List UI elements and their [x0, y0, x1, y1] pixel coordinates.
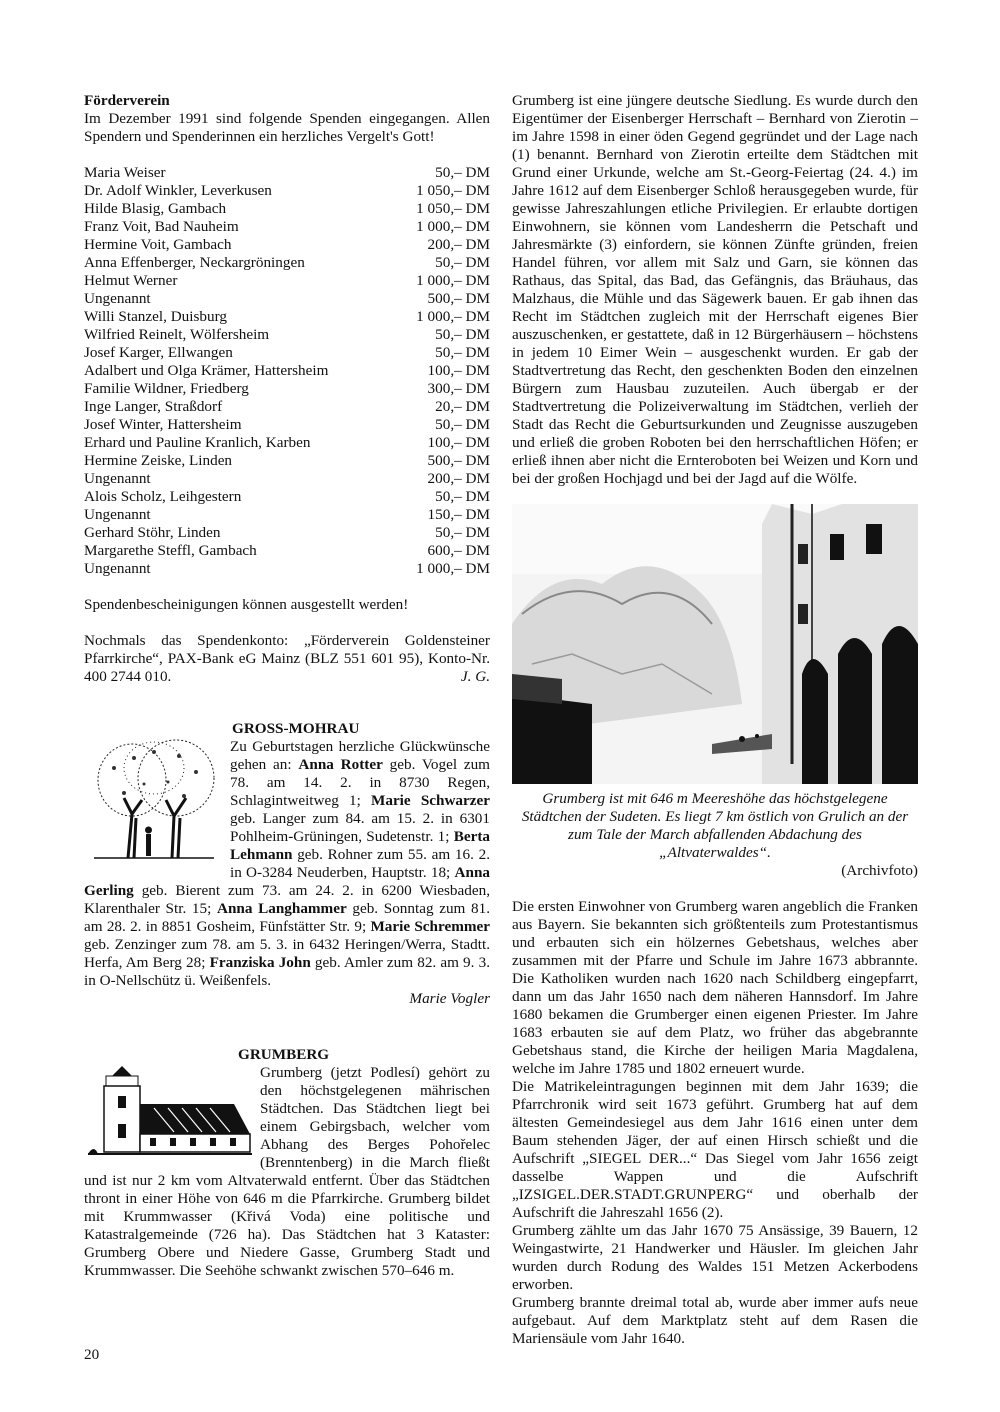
donor-name: Alois Scholz, Leihgestern — [84, 488, 242, 505]
donor-amount: 200,– DM — [427, 470, 490, 487]
donor-row — [84, 272, 490, 290]
donor-name: Helmut Werner — [84, 272, 178, 289]
donor-row — [84, 290, 490, 308]
right-paragraph-1: Grumberg ist eine jüngere deutsche Siedlung. Es wurde durch den Eigentümer der Eisenberger Herrschaft – Bernhard von Zierotin – im Jahre 1598 in einer öden Gegend gegründet und der Lage nach (1) benannt. Bernhard von Zierotin erteilte dem Städtchen mit Grund einer Urkunde, welche am St.-Georg-Feiertag (24. 4.) im Jahre 1612 auf dem Eisenberger Schloß herausgegeben wurde, für gewisse Jahreszahlungen etliche Privilegien. Er erlaubte dortigen Einwohnern, sie können vom Landesherrn die Petschaft und Jahresmärkte (3) einfordern, sie können Zünfte gründen, freien Handel führen, vor allem mit Salz und Garn, sie können das Rathaus, das Spital, das Bad, das Gefängnis, das Bräuhaus, das Malzhaus, die Mühle und das Sägewerk bauen. Er gab ihnen das Recht im Städtchen zugleich mit der Herrschaft eigenes Bier auszuschenken, er gestattete, daß in 12 Bürgerhäusern – höchstens in jedem 10 Eimer Wein – ausgeschenkt wurden. Er gab der Stadtvertretung das Recht, den geschenkten Boden den einzelnen Bürgern zum Hausbau zuzuteilen. Auch übergab er der Stadtvertretung die Polizeiverwaltung im Städtchen, verlieh der Stadt das Recht die Geburtsurkunden und Zeugnisse auszugeben und erließ die groben Roboten bei den herrschaftlichen Höfen; er erließ ihnen aber nicht die Ernteroboten bei Weizen und Korn und bei der großen Hochjagd und bei der Jagd auf die Wölfe. — [512, 92, 918, 487]
donor-row — [84, 218, 490, 236]
donor-row — [84, 524, 490, 542]
donor-row — [84, 434, 490, 452]
right-paragraph-4: Grumberg zählte um das Jahr 1670 75 Ansässige, 39 Bauern, 12 Weingastwirte, 21 Handwerker und Häusler. Im gleichen Jahr wurden durch Rodung des Waldes 151 Metzen Ackerbodens erworben. — [512, 1222, 918, 1293]
photo-caption: Grumberg ist mit 646 m Meereshöhe das höchstgelegene Städtchen der Sudeten. Es liegt 7 km östlich von Grulich an der zum Tale der March abfallenden Abdachung des „Altvaterwaldes“. — [521, 790, 909, 861]
street-photo — [512, 504, 918, 784]
donor-name: Adalbert und Olga Krämer, Hattersheim — [84, 362, 329, 379]
donor-amount: 300,– DM — [427, 380, 490, 397]
foerderverein-section — [84, 92, 490, 686]
donor-name: Anna Effenberger, Neckargröningen — [84, 254, 305, 271]
birthday-details: geb. Amler zum 82. am 9. 3. in O-Nellschütz ü. Weißenfels. — [84, 954, 490, 989]
donor-name: Hilde Blasig, Gambach — [84, 200, 227, 217]
donor-amount: 1 000,– DM — [416, 308, 490, 325]
donor-row — [84, 308, 490, 326]
birthday-name: Anna Gerling — [84, 864, 490, 899]
donor-name: Inge Langer, Straßdorf — [84, 398, 223, 415]
donor-name: Familie Wildner, Friedberg — [84, 380, 249, 397]
donor-name: Josef Winter, Hattersheim — [84, 416, 242, 433]
donor-amount: 50,– DM — [435, 164, 490, 181]
grumberg-text: Grumberg (jetzt Podlesí) gehört zu den höchstgelegenen mährischen Städtchen. Das Städtchen liegt bei einem Gebirgsbach, welcher vom Abhang des Berges Pohořelec (Brenntenberg) in die March fließt und ist nur 2 km vom Altvaterwald entfernt. Über das Städtchen thront in einer Höhe von 646 m die Pfarrkirche. Grumberg bildet mit Krummwasser (Křivá Voda) eine politische und Katastralgemeinde (726 ha). Das Städtchen hat 3 Kataster: Grumberg Obere und Niedere Gasse, Grumberg Stadt und Krummwasser. Die Seehöhe schwankt zwischen 570–646 m. — [84, 1064, 490, 1279]
right-column — [512, 92, 918, 1348]
donor-row — [84, 416, 490, 434]
donor-row — [84, 182, 490, 200]
left-column — [84, 92, 490, 1280]
donor-name: Dr. Adolf Winkler, Leverkusen — [84, 182, 272, 199]
birthday-name: Anna Rotter — [298, 756, 383, 773]
donor-amount: 50,– DM — [435, 416, 490, 433]
gross-mohrau-signature: Marie Vogler — [409, 990, 490, 1007]
street-photo-image — [512, 504, 918, 784]
donor-row — [84, 254, 490, 272]
tree-icon — [84, 738, 224, 860]
signature: J. G. — [460, 668, 490, 685]
donor-amount: 1 000,– DM — [416, 218, 490, 235]
donor-row — [84, 398, 490, 416]
foerderverein-intro: Im Dezember 1991 sind folgende Spenden eingegangen. Allen Spendern und Spenderinnen ein herzliches Vergelt's Gott! — [84, 110, 490, 145]
birthday-name: Anna Langhammer — [216, 900, 347, 917]
donor-amount: 1 050,– DM — [416, 200, 490, 217]
account-note: Nochmals das Spendenkonto: „Förderverein Goldensteiner Pfarrkirche“, PAX-Bank eG Mainz (BLZ 551 601 95), Konto-Nr. 400 2744 010. J. G. — [84, 632, 490, 685]
donor-row — [84, 344, 490, 362]
donor-amount: 50,– DM — [435, 254, 490, 271]
church-illustration — [84, 1064, 254, 1165]
donor-row — [84, 488, 490, 506]
birthday-name: Marie Schwarzer — [371, 792, 490, 809]
donor-amount: 100,– DM — [427, 434, 490, 451]
donor-name: Franz Voit, Bad Nauheim — [84, 218, 239, 235]
donor-row — [84, 200, 490, 218]
birthday-details: geb. Zenzinger zum 78. am 5. 3. in 6432 Heringen/Werra, Stadtt. Herfa, Am Berg 28; — [84, 936, 490, 971]
donor-name: Ungenannt — [84, 470, 151, 487]
donor-name: Josef Karger, Ellwangen — [84, 344, 233, 361]
donor-amount: 50,– DM — [435, 326, 490, 343]
donor-amount: 500,– DM — [427, 452, 490, 469]
donor-amount: 20,– DM — [435, 398, 490, 415]
birthday-details: geb. Rohner zum 55. am 16. 2. in O-3284 Neuderben, Hauptstr. 18; — [230, 846, 490, 881]
donor-row — [84, 164, 490, 182]
donor-name: Wilfried Reinelt, Wölfersheim — [84, 326, 270, 343]
gross-mohrau-section — [84, 720, 490, 1008]
donor-name: Erhard und Pauline Kranlich, Karben — [84, 434, 311, 451]
donor-amount: 50,– DM — [435, 344, 490, 361]
donor-name: Margarethe Steffl, Gambach — [84, 542, 257, 559]
donor-amount: 600,– DM — [427, 542, 490, 559]
donor-amount: 1 000,– DM — [416, 560, 490, 577]
birthday-details: geb. Vogel zum 78. am 14. 2. in 8730 Regen, Schlagintweitweg 1; — [230, 756, 490, 809]
donor-row — [84, 326, 490, 344]
donor-row — [84, 470, 490, 488]
donor-amount: 500,– DM — [427, 290, 490, 307]
donor-row — [84, 380, 490, 398]
donor-amount: 1 000,– DM — [416, 272, 490, 289]
donor-amount: 1 050,– DM — [416, 182, 490, 199]
donor-amount: 200,– DM — [427, 236, 490, 253]
gross-mohrau-heading: GROSS-MOHRAU — [232, 720, 360, 737]
donor-row — [84, 236, 490, 254]
grumberg-section — [84, 1046, 490, 1280]
gross-mohrau-intro: Zu Geburtstagen herzliche Glückwünsche gehen an: — [230, 738, 490, 773]
tree-illustration — [84, 738, 224, 865]
church-icon — [84, 1064, 254, 1160]
birthday-details: geb. Langer zum 84. am 15. 2. in 6301 Pohlheim-Grüningen, Sudetenstr. 1; — [230, 810, 490, 845]
foerderverein-heading: Förderverein — [84, 92, 170, 109]
donor-row — [84, 560, 490, 578]
donor-row — [84, 362, 490, 380]
donor-amount: 150,– DM — [427, 506, 490, 523]
donor-name: Hermine Zeiske, Linden — [84, 452, 233, 469]
donor-amount: 50,– DM — [435, 524, 490, 541]
donor-name: Maria Weiser — [84, 164, 166, 181]
receipt-note: Spendenbescheinigungen können ausgestellt werden! — [84, 596, 409, 613]
donor-name: Gerhard Stöhr, Linden — [84, 524, 221, 541]
right-paragraph-2: Die ersten Einwohner von Grumberg waren angeblich die Franken aus Bayern. Sie bekannten sich größtenteils zum Protestantismus und erbauten sich ein hölzernes Gebetshaus, welches aber zusammen mit der Pfarre und Schule im Jahre 1673 abbrannte. Die Katholiken wurden nach 1620 nach Schildberg eingepfarrt, dann um das Jahr 1650 nach dem näheren Hannsdorf. Im Jahre 1680 bekamen die Grumberger einen eigenen Priester. Im Jahre 1683 erbauten sie auf dem Platz, wo früher das abgebrannte Gebetshaus stand, die Kirche der heiligen Maria Magdalena, welche im Jahre 1785 und 1802 erneuert wurde. — [512, 898, 918, 1077]
donor-name: Ungenannt — [84, 290, 151, 307]
donor-name: Ungenannt — [84, 506, 151, 523]
birthday-name: Berta Lehmann — [230, 828, 490, 863]
right-paragraph-5: Grumberg brannte dreimal total ab, wurde aber immer aufs neue aufgebaut. Auf dem Marktplatz steht auf dem Rasen die Mariensäule vom Jahr 1640. — [512, 1294, 918, 1347]
photo-credit: (Archivfoto) — [841, 862, 918, 879]
donor-amount: 50,– DM — [435, 488, 490, 505]
donor-row — [84, 452, 490, 470]
donor-row — [84, 506, 490, 524]
page-number: 20 — [84, 1346, 100, 1363]
donor-list — [84, 164, 490, 578]
birthday-name: Marie Schremmer — [370, 918, 490, 935]
donor-name: Hermine Voit, Gambach — [84, 236, 232, 253]
donor-row — [84, 542, 490, 560]
right-paragraph-3: Die Matrikeleintragungen beginnen mit dem Jahr 1639; die Pfarrchronik wird seit 1673 geführt. Grumberg hat auf dem ältesten Gemeindesiegel aus dem Jahr 1616 einen unter dem Baum stehenden Jäger, der auf einen Hirsch schießt und die Aufschrift „SIEGEL DER...“ Das Siegel vom Jahr 1656 zeigt dasselbe Wappen und die Aufschrift „IZSIGEL.DER.STADT.GRUNPERG“ und oberhalb der Aufschrift die Jahreszahl 1656 (2). — [512, 1078, 918, 1221]
donor-name: Willi Stanzel, Duisburg — [84, 308, 227, 325]
birthday-details: geb. Sonntag zum 81. am 28. 2. in 8851 Gosheim, Fünfstätter Str. 9; — [84, 900, 491, 935]
birthday-details: geb. Bierent zum 73. am 24. 2. in 6200 Wiesbaden, Klarenthaler Str. 15; — [84, 882, 490, 917]
donor-amount: 100,– DM — [427, 362, 490, 379]
donor-name: Ungenannt — [84, 560, 151, 577]
birthday-name: Franziska John — [209, 954, 311, 971]
grumberg-heading: GRUMBERG — [238, 1046, 330, 1063]
